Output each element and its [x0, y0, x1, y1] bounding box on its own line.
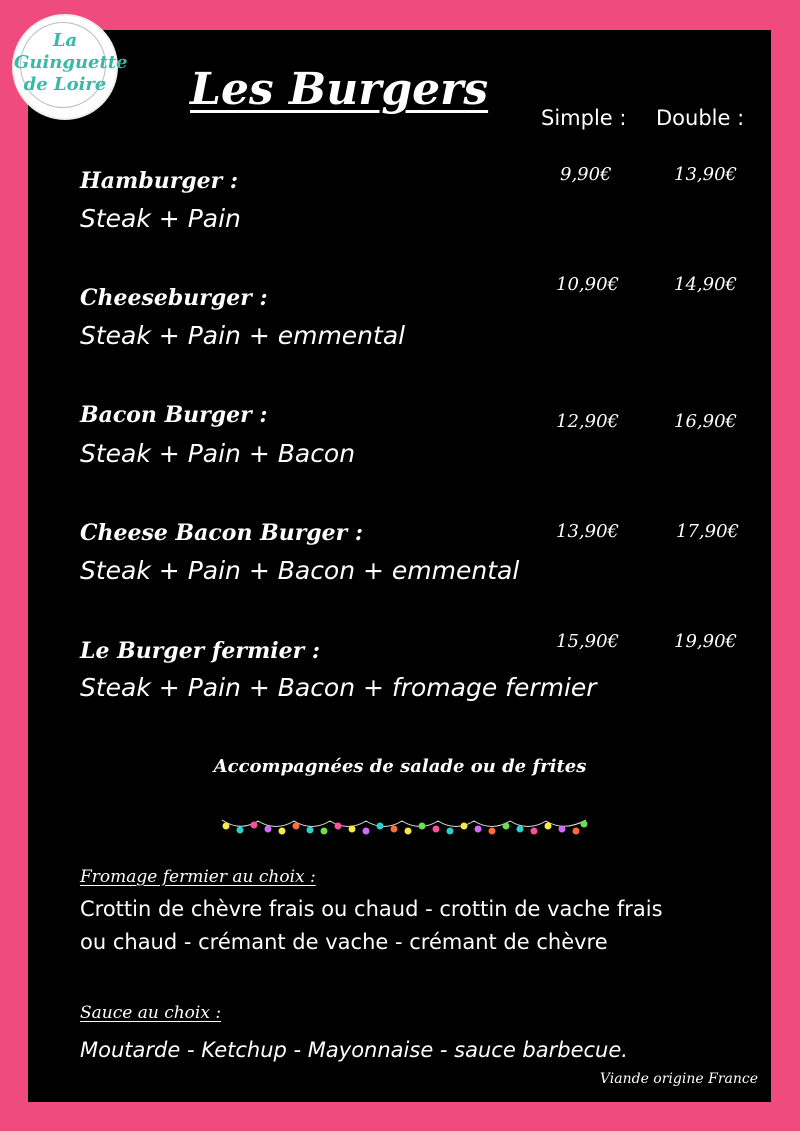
cheese-options-line2: ou chaud - crémant de vache - crémant de chèvre	[80, 930, 608, 954]
origin-note: Viande origine France	[599, 1071, 758, 1087]
price-double: 14,90€	[674, 274, 737, 295]
price-simple: 10,90€	[556, 274, 619, 295]
sauce-heading: Sauce au choix :	[80, 1003, 222, 1023]
item-name: Le Burger fermier :	[80, 638, 320, 664]
item-description: Steak + Pain + emmental	[80, 321, 406, 350]
column-header-double: Double :	[656, 106, 745, 130]
column-header-simple: Simple :	[541, 106, 627, 130]
price-double: 16,90€	[674, 411, 737, 432]
logo-text: La Guinguette de Loire	[14, 30, 128, 95]
item-name: Bacon Burger :	[80, 402, 268, 428]
cheese-heading: Fromage fermier au choix :	[80, 867, 316, 887]
accompaniment-note: Accompagnées de salade ou de frites	[213, 756, 587, 777]
price-double: 13,90€	[674, 164, 737, 185]
sauce-options: Moutarde - Ketchup - Mayonnaise - sauce barbecue.	[80, 1038, 628, 1062]
price-simple: 12,90€	[556, 411, 619, 432]
item-description: Steak + Pain + Bacon + fromage fermier	[80, 673, 597, 702]
restaurant-logo	[12, 14, 128, 120]
price-simple: 13,90€	[556, 521, 619, 542]
item-name: Cheese Bacon Burger :	[80, 520, 364, 546]
item-name: Hamburger :	[80, 168, 239, 194]
cheese-options-line1: Crottin de chèvre frais ou chaud - crottin de vache frais	[80, 897, 663, 921]
price-double: 19,90€	[674, 631, 737, 652]
string-lights-decoration	[220, 812, 590, 842]
page-title: Les Burgers	[190, 64, 489, 115]
price-simple: 15,90€	[556, 631, 619, 652]
item-description: Steak + Pain	[80, 204, 241, 233]
price-double: 17,90€	[676, 521, 739, 542]
price-simple: 9,90€	[560, 164, 612, 185]
item-description: Steak + Pain + Bacon	[80, 439, 356, 468]
item-description: Steak + Pain + Bacon + emmental	[80, 556, 520, 585]
item-name: Cheeseburger :	[80, 285, 268, 311]
